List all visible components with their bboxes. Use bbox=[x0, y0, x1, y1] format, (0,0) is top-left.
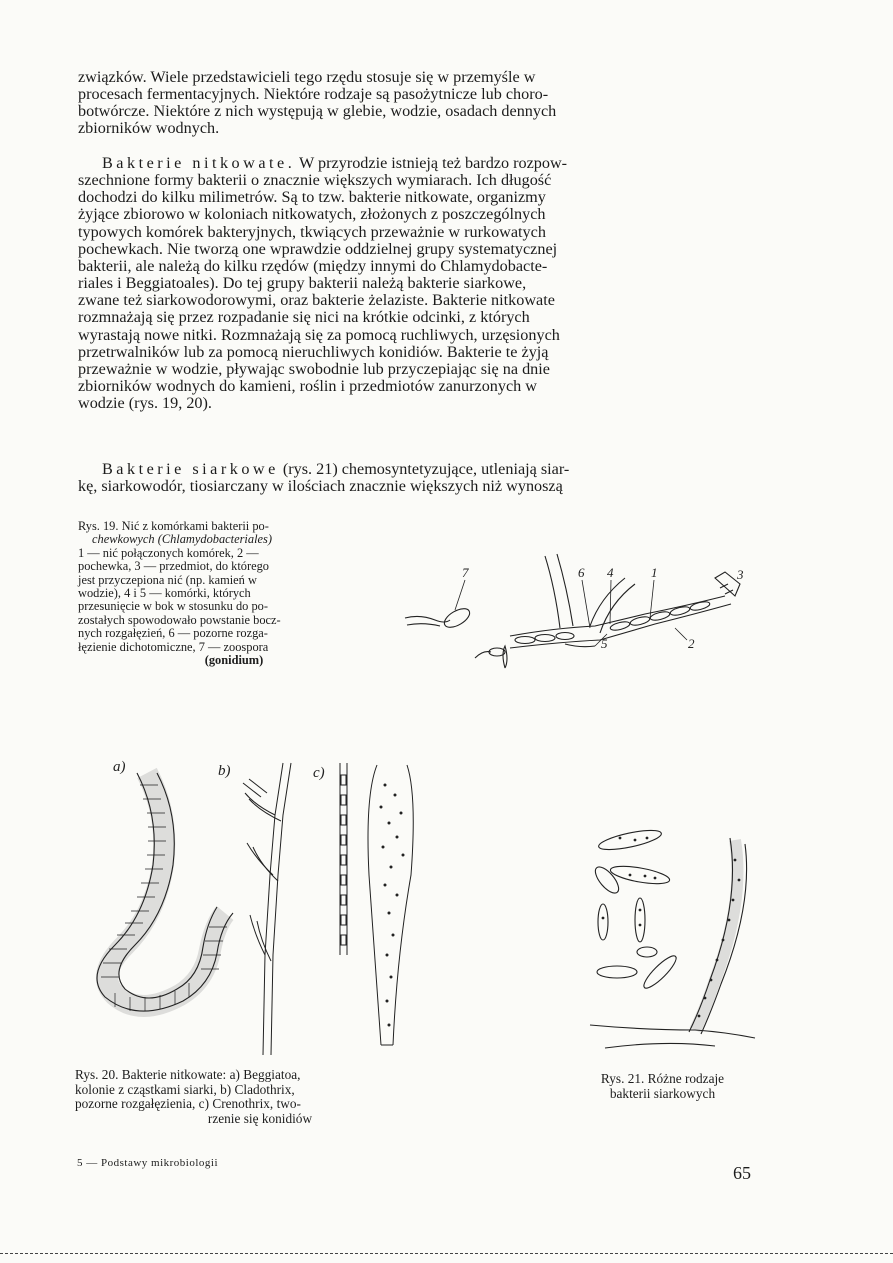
sulfur-bacteria-illustration bbox=[585, 820, 765, 1060]
text-line: procesach fermentacyjnych. Niektóre rodzaje są pasożytnicze lub choro- bbox=[78, 85, 549, 104]
text-line: kę, siarkowodór, tiosiarczany w ilościach znacznie większych niż wynoszą bbox=[78, 477, 563, 496]
spaced-heading: Bakterie siarkowe bbox=[102, 460, 279, 478]
caption-line: (gonidium) bbox=[204, 653, 264, 668]
text-line: przeważnie w wodzie, pływając swobodnie lub przyczepiając się na dnie bbox=[78, 359, 550, 378]
text-line: przetrwalników lub za pomocą nieruchliwych konidiów. Bakterie te żyją bbox=[78, 342, 549, 361]
fig21-caption bbox=[555, 1072, 770, 1101]
caption-line: kolonie z cząstkami siarki, b) Cladothrix, bbox=[75, 1081, 295, 1097]
running-footer: 5 — Podstawy mikrobiologii bbox=[77, 1157, 219, 1169]
text-line: wyrastają nowe nitki. Rozmnażają się za pomocą ruchliwych, urzęsionych bbox=[78, 325, 560, 344]
text-line: zbiorników wodnych. bbox=[78, 119, 220, 138]
caption-line: Rys. 19. Nić z komórkami bakterii po- bbox=[78, 519, 269, 533]
text-line: szechnione formy bakterii o znacznie większych wymiarach. Ich długość bbox=[78, 171, 552, 190]
text-line: botwórcze. Niektóre z nich występują w glebie, wodzie, osadach dennych bbox=[78, 102, 557, 121]
caption-line: nych rozgałęzień, 6 — pozorne rozga- bbox=[78, 626, 268, 641]
text-line: zwane też siarkowodorowymi, oraz bakterie żelaziste. Bakterie nitkowate bbox=[78, 291, 555, 310]
caption-line: bakterii siarkowych bbox=[609, 1085, 716, 1101]
caption-line: zostałych spowodowało powstanie bocz- bbox=[78, 612, 281, 627]
caption-line: pochewka, 3 — przedmiot, do którego bbox=[78, 559, 269, 574]
fig20-caption bbox=[75, 1068, 445, 1126]
text-line: dochodzi do kilku milimetrów. Są to tzw. bakterie nitkowate, organizmy bbox=[78, 188, 546, 207]
text-line: typowych komórek bakteryjnych, tkwiących przeważnie w rurkowatych bbox=[78, 222, 546, 241]
label-b: b) bbox=[218, 763, 231, 779]
text-line: żyjące zbiorowo w koloniach nitkowatych, złożonych z poszczególnych bbox=[78, 205, 546, 224]
bottom-divider bbox=[0, 1253, 893, 1255]
label-c: c) bbox=[313, 765, 325, 781]
label-3: 3 bbox=[737, 567, 744, 582]
fig19-drawing bbox=[395, 548, 755, 688]
text-line: bakterii, ale należą do kilku rzędów (między innymi do Chlamydobacte- bbox=[78, 256, 548, 275]
paragraph-2 bbox=[78, 155, 764, 412]
caption-line: wodzie), 4 i 5 — komórki, których bbox=[78, 586, 251, 601]
label-4: 4 bbox=[607, 565, 614, 580]
caption-line: przesunięcie w bok w stosunku do po- bbox=[78, 599, 268, 614]
fig19-caption bbox=[78, 520, 390, 667]
spaced-heading: Bakterie nitkowate. bbox=[102, 154, 296, 172]
filament-bacteria-illustration bbox=[395, 548, 755, 688]
fig20-drawing bbox=[85, 755, 430, 1060]
caption-line: 1 — nić połączonych komórek, 2 — bbox=[78, 545, 259, 560]
filamentous-bacteria-illustration bbox=[85, 755, 430, 1060]
text-line: rozmnażają się przez rozpadanie się nici na krótkie odcinki, z których bbox=[78, 308, 530, 327]
caption-line: pozorne rozgałęzienia, c) Crenothrix, two- bbox=[75, 1096, 301, 1112]
paragraph-1 bbox=[78, 69, 764, 138]
text-line: Bakterie nitkowate. W przyrodzie istnieją też bardzo rozpow- bbox=[102, 154, 568, 172]
label-2: 2 bbox=[688, 636, 695, 651]
page-number: 65 bbox=[733, 1163, 751, 1183]
label-1: 1 bbox=[651, 565, 658, 580]
caption-line: łęzienie dichotomiczne, 7 — zoospora bbox=[78, 639, 269, 654]
label-5: 5 bbox=[601, 636, 608, 651]
paragraph-3 bbox=[78, 461, 764, 495]
text-line: pochewkach. Nie tworzą one wprawdzie oddzielnej grupy systematycznej bbox=[78, 239, 558, 258]
text-line: riales i Beggiatoales). Do tej grupy bakterii należą bakterie siarkowe, bbox=[78, 274, 527, 293]
label-6: 6 bbox=[578, 565, 585, 580]
label-a: a) bbox=[113, 759, 126, 775]
fig21-drawing bbox=[585, 820, 765, 1060]
text-line: związków. Wiele przedstawicieli tego rzędu stosuje się w przemyśle w bbox=[78, 68, 536, 86]
caption-line: chewkowych (Chlamydobacteriales) bbox=[92, 532, 272, 547]
text-line: wodzie (rys. 19, 20). bbox=[78, 394, 212, 413]
caption-line: Rys. 20. Bakterie nitkowate: a) Beggiatoa, bbox=[75, 1067, 301, 1082]
caption-line: jest przyczepiona nić (np. kamień w bbox=[78, 572, 257, 587]
caption-line: rzenie się konidiów bbox=[207, 1110, 313, 1126]
caption-line: Rys. 21. Różne rodzaje bbox=[600, 1071, 725, 1086]
text-line: zbiorników wodnych do kamieni, roślin i przedmiotów zanurzonych w bbox=[78, 377, 537, 396]
label-7: 7 bbox=[462, 565, 469, 580]
text-line: Bakterie siarkowe (rys. 21) chemosyntetyzujące, utleniają siar- bbox=[102, 460, 570, 478]
